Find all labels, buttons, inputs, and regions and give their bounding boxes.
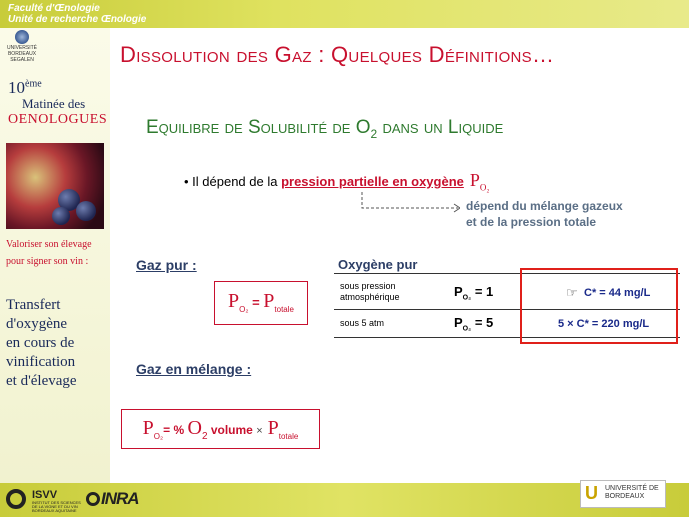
matinee-title (8, 78, 110, 128)
matinee-suffix: ème (25, 78, 42, 90)
table-header: Oxygène pur (338, 257, 418, 272)
isvv-logo: ISVV INSTITUT DES SCIENCES DE LA VIGNE ET DU VIN BORDEAUX AQUITAINE (6, 487, 82, 513)
po2-symbol: $P_{O_2}$ (469, 170, 490, 193)
transfert-text: Transfert d'oxygène en cours de vinification et d'élevage (6, 297, 77, 389)
seal-icon (15, 30, 29, 44)
inra-logo: INRA (86, 489, 139, 509)
isvv-ring-icon (6, 489, 26, 509)
matinee-number: 10 (8, 78, 25, 97)
header-bar (0, 0, 689, 28)
bullet-point: • Il dépend de la pression partielle en oxygène $P_{O_2}$ (184, 170, 490, 193)
university-logo (4, 30, 40, 64)
dashed-arrow-icon (360, 192, 460, 214)
faculty-name: Faculté d'Œnologie (8, 3, 100, 14)
row2-concentration: 5 × C* = 220 mg/L (558, 318, 650, 330)
unit-name: Unité de recherche Œnologie (8, 14, 147, 25)
logo-text: UNIVERSITÉ BORDEAUX SEGALEN (6, 45, 37, 63)
ubx-mark-icon: U (585, 483, 598, 503)
slide-subtitle: Equilibre de Solubilité de $O_2$ dans un Liquide (146, 117, 504, 141)
highlight-box (520, 268, 678, 344)
grape-icon (76, 201, 96, 221)
row2-pressure: $P_{O_2} = 5$ (454, 315, 494, 333)
grape-icon (52, 207, 70, 225)
valoriser-text: Valoriser son élevage pour signer son vin : (6, 239, 92, 267)
highlight-text: pression partielle en oxygène (281, 174, 464, 189)
inra-ring-icon (86, 492, 100, 506)
matinee-line2: Matinée des (22, 96, 86, 111)
gaz-pur-heading: Gaz pur : (136, 257, 197, 273)
row2-label: sous 5 atm (340, 318, 385, 328)
row1-label: sous pression atmosphérique (340, 281, 400, 302)
wine-photo (6, 143, 104, 229)
dependency-note: dépend du mélange gazeux et de la pression totale (466, 199, 623, 229)
formula-gas-mixture: $P_{O_2}=$ % $O_2$ volume × $P_{totale}$ (121, 409, 320, 449)
slide-title: Dissolution des Gaz : Quelques Définitions… (120, 42, 555, 67)
row1-pressure: $P_{O_2} = 1$ (454, 284, 494, 302)
formula-pure-gas: $P_{O_2} = P_{totale}$ (214, 281, 308, 325)
gaz-melange-heading: Gaz en mélange : (136, 361, 252, 377)
ubx-logo: U UNIVERSITÉ DE BORDEAUX (580, 480, 666, 508)
row1-concentration: C* = 44 mg/L (584, 287, 651, 299)
matinee-line3: OENOLOGUES (8, 112, 108, 127)
hand-pointer-icon: ☞ (566, 285, 578, 300)
